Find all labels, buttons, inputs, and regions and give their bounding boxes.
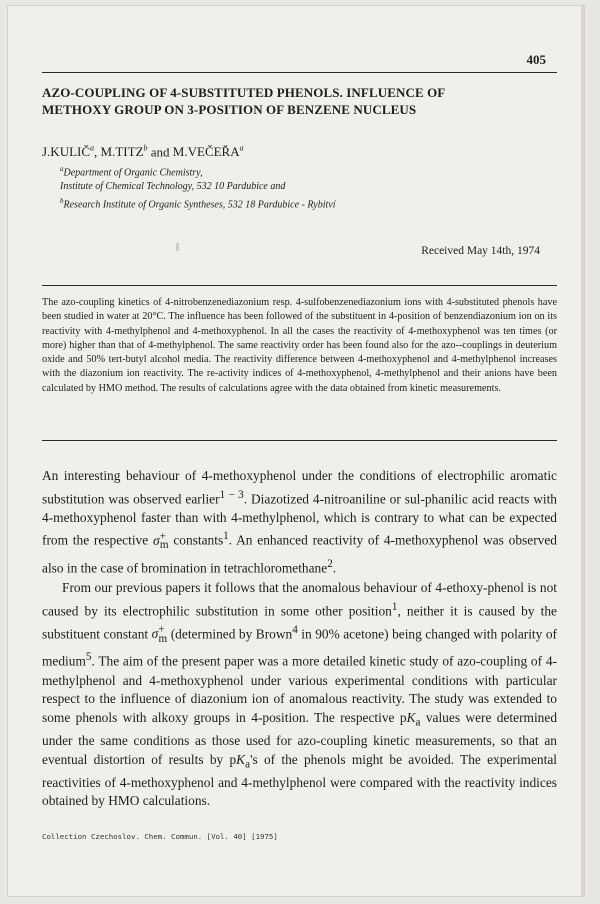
abstract-text: The azo-coupling kinetics of 4-nitrobenzenediazonium resp. 4-sulfobenzenediazonium ions with 4-substituted phenols have been studied in water at 20°C. The influence has been followed of the substituent in 4-position of benzendiazonium ion on its reactivity with 4-methylphenol and 4-methoxyphenol. In all the cases the reactivity of 4-methoxyphenol was ten times (or more) higher than that of 4-methylphenol. The same reactivity order has been found also for the azo--couplings in deuterium oxide and 50% tert-butyl alcohol media. The reactivity difference between 4-methoxyphenol and 4-methylphenol increases with the diazonium ion reactivity. The re-activity indices of 4-methoxyphenol, 4-methylphenol and their anions have been calculated by HMO method. The results of calculations agree with the data obtained from kinetic measurements.: [42, 297, 557, 394]
page-edge-shadow: [581, 6, 584, 896]
abstract-top-rule: [42, 285, 557, 286]
sigma-symbol: $\sigma^+_m$: [152, 530, 169, 552]
abstract-bottom-rule: [42, 440, 557, 441]
author-2: M.TITZ$^b$: [100, 144, 148, 160]
citation: 4: [292, 623, 298, 636]
citation: 2: [327, 557, 333, 570]
sigma-symbol: $\sigma^+_m$: [151, 623, 168, 645]
article-body: [42, 467, 557, 811]
body-paragraph-1: An interesting behaviour of 4-methoxyphenol under the conditions of electrophilic aromatic substitution was observed earlier$^{1 - 3}$. Diazotized 4-nitroaniline or sul-phanilic acid reacts with 4-methoxyphenol faster than with 4-methylphenol, which is contrary to what can be expected from the respective $\sigma^+_m$ constants$^1$. An enhanced reactivity of 4-methoxyphenol was observed also in the case of bromination in tetrachloromethane$^2$.: [42, 468, 557, 576]
citation: 5: [85, 651, 92, 664]
author-1: J.KULIČ$^a$: [42, 144, 95, 160]
affiliations: [60, 162, 335, 213]
title-line-1: AZO-COUPLING OF 4-SUBSTITUTED PHENOLS. INFLUENCE OF: [42, 85, 446, 100]
citation: 1: [223, 530, 229, 543]
page-number: 405: [526, 52, 546, 67]
header-rule: [42, 72, 557, 73]
print-speck: [176, 243, 179, 251]
affiliation-line-1: $^a$Department of Organic Chemistry,: [60, 165, 203, 179]
citation: 1: [391, 600, 398, 613]
received-date: Received May 14th, 1974: [421, 245, 540, 257]
citation: 1 − 3: [219, 488, 244, 501]
affiliation-line-2: Institute of Chemical Technology, 532 10 Pardubice and: [60, 181, 286, 193]
article-title: [42, 84, 557, 118]
body-paragraph-2: From our previous papers it follows that the anomalous behaviour of 4-ethoxy-phenol is not caused by its electrophilic substitution in some other position$^1$, neither it is caused by the substituent constant $\sigma^+_m$ (determined by Brown$^4$ in 90% acetone) being changed with polarity of medium$^5$. The aim of the present paper was a more detailed kinetic study of azo-coupling of 4-methylphenol and 4-methoxyphenol under various experimental conditions with particular respect to the influence of diazonium ion of anomalous reactivity. The study was extended to some phenols with alkoxy groups in 4-position. The respective $pK_a$ values were determined under the same conditions as those used for azo-coupling kinetic measurements, so that an eventual distortion of results by $pK_a's$ of the phenols might be avoided. The experimental reactivities of 4-methoxyphenol and 4-methylphenol were compared with the reactivity indices obtained by HMO calculations.: [42, 580, 558, 809]
affiliation-line-3: $^b$Research Institute of Organic Syntheses, 532 18 Pardubice - Rybitví: [60, 197, 336, 211]
author-list: J.KULIČ$^a$, M.TITZ$^b$ and M.VEČEŘA$^a$: [42, 144, 244, 160]
author-3: M.VEČEŘA$^a$: [172, 144, 244, 160]
journal-page: [8, 6, 584, 896]
title-line-2: METHOXY GROUP ON 3-POSITION OF BENZENE NUCLEUS: [42, 102, 417, 117]
journal-footer: Collection Czechoslov. Chem. Commun. [Vol. 40] [1975]: [42, 832, 278, 841]
